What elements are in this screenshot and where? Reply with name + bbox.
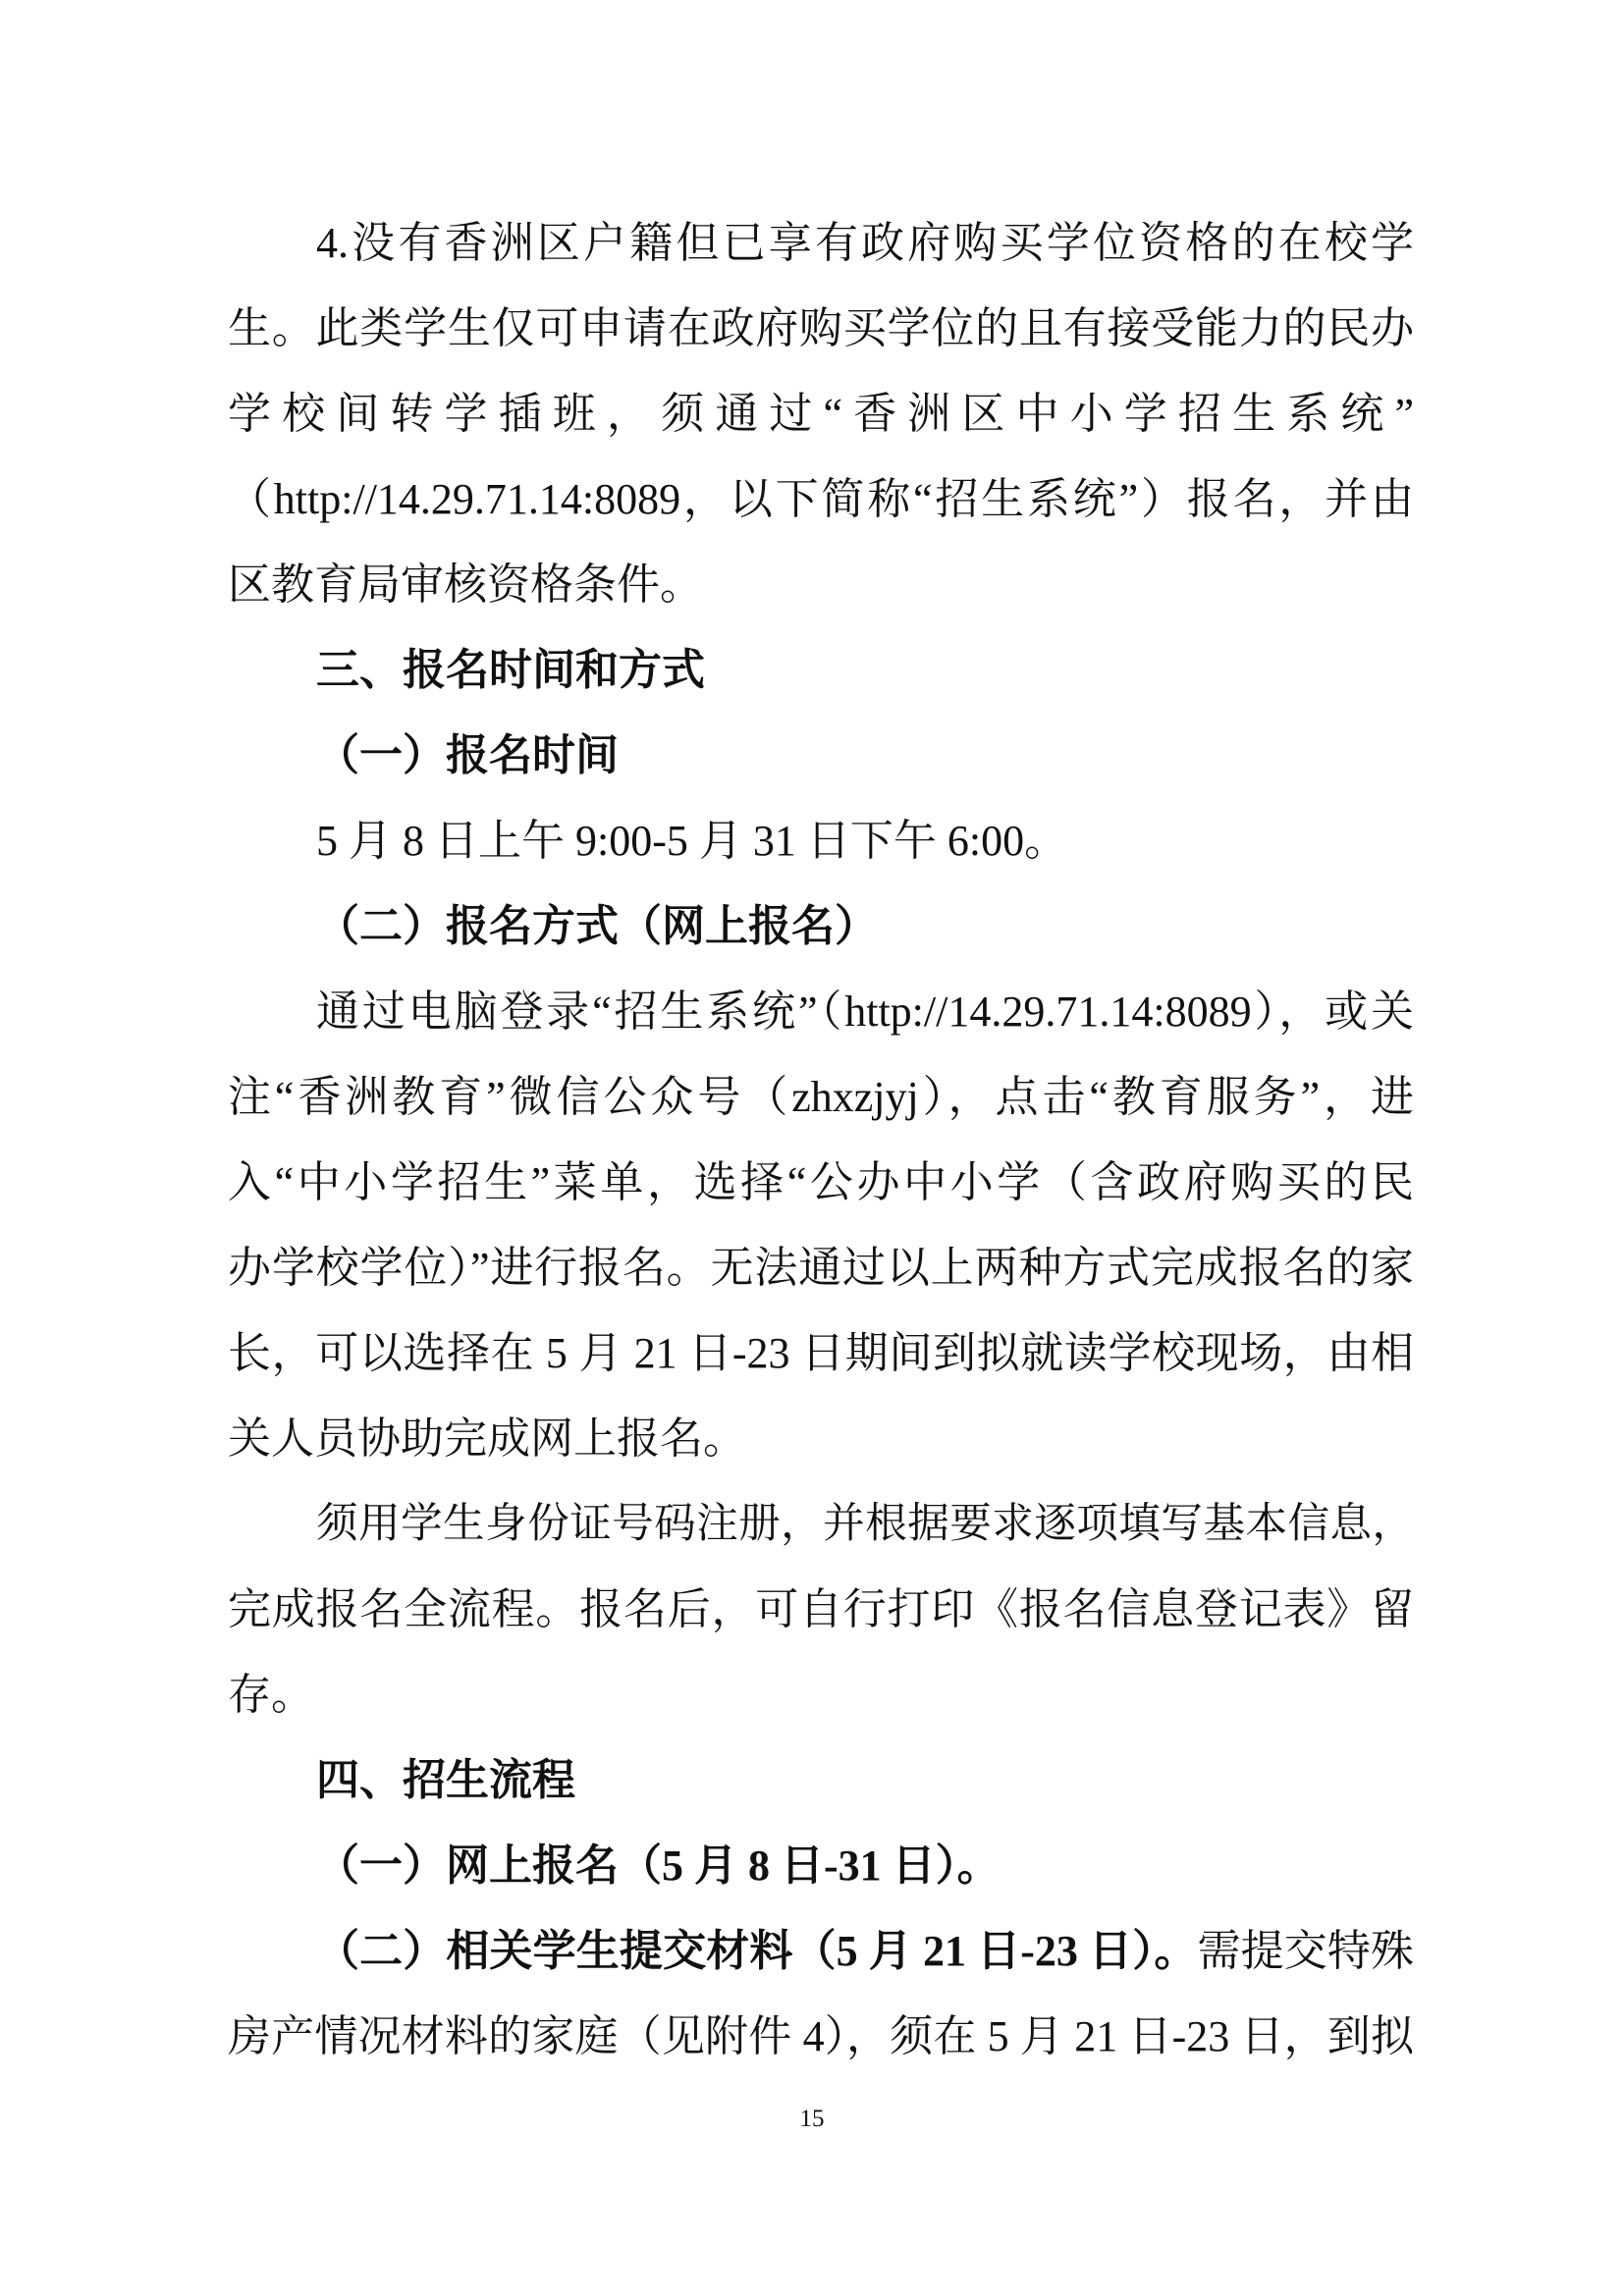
step2-line	[228, 1908, 1414, 1994]
section3-heading: 三、报名时间和方式	[316, 646, 705, 694]
section4-heading: 四、招生流程	[316, 1756, 575, 1804]
method-line: 通过电脑登录“招生系统”（http://14.29.71.14:8089），或关	[316, 988, 1414, 1036]
step2-title: （二）相关学生提交材料（5 月 21 日-23 日）。	[316, 1927, 1198, 1975]
time-subheading: （一）报名时间	[316, 731, 619, 779]
method-subheading: （二）报名方式（网上报名）	[316, 902, 878, 950]
step1-text: （一）网上报名（5 月 8 日-31 日）。	[316, 1842, 1001, 1890]
item4-line: 生。此类学生仅可申请在政府购买学位的且有接受能力的民办	[228, 304, 1414, 352]
register-line: 须用学生身份证号码注册，并根据要求逐项填写基本信息，	[316, 1501, 1414, 1547]
item4-line: 区教育局审核资格条件。	[228, 561, 703, 609]
method-line: 办学校学位）”进行报名。无法通过以上两种方式完成报名的家	[228, 1244, 1414, 1292]
page-number: 15	[799, 2106, 825, 2132]
step2-text: 需提交特殊	[1197, 1927, 1415, 1975]
method-line: 注“香洲教育”微信公众号（zhxzjyj），点击“教育服务”，进	[228, 1073, 1414, 1121]
register-line: 存。	[228, 1671, 314, 1719]
method-line: 入“中小学招生”菜单，选择“公办中小学（含政府购买的民	[228, 1158, 1414, 1206]
item4-line: （http://14.29.71.14:8089，以下简称“招生系统”）报名，并由	[228, 475, 1414, 523]
item4-line: 4.没有香洲区户籍但已享有政府购买学位资格的在校学	[316, 219, 1414, 267]
step2-line: 房产情况材料的家庭（见附件 4），须在 5 月 21 日-23 日，到拟	[228, 2012, 1414, 2060]
method-line: 长，可以选择在 5 月 21 日-23 日期间到拟就读学校现场，由相	[228, 1329, 1414, 1377]
item4-line: 学校间转学插班，须通过“香洲区中小学招生系统”	[228, 390, 1414, 438]
method-line: 关人员协助完成网上报名。	[228, 1415, 746, 1463]
page-body	[228, 200, 1414, 2079]
register-line: 完成报名全流程。报名后，可自行打印《报名信息登记表》留	[228, 1585, 1414, 1633]
time-text: 5 月 8 日上午 9:00-5 月 31 日下午 6:00。	[316, 817, 1068, 865]
